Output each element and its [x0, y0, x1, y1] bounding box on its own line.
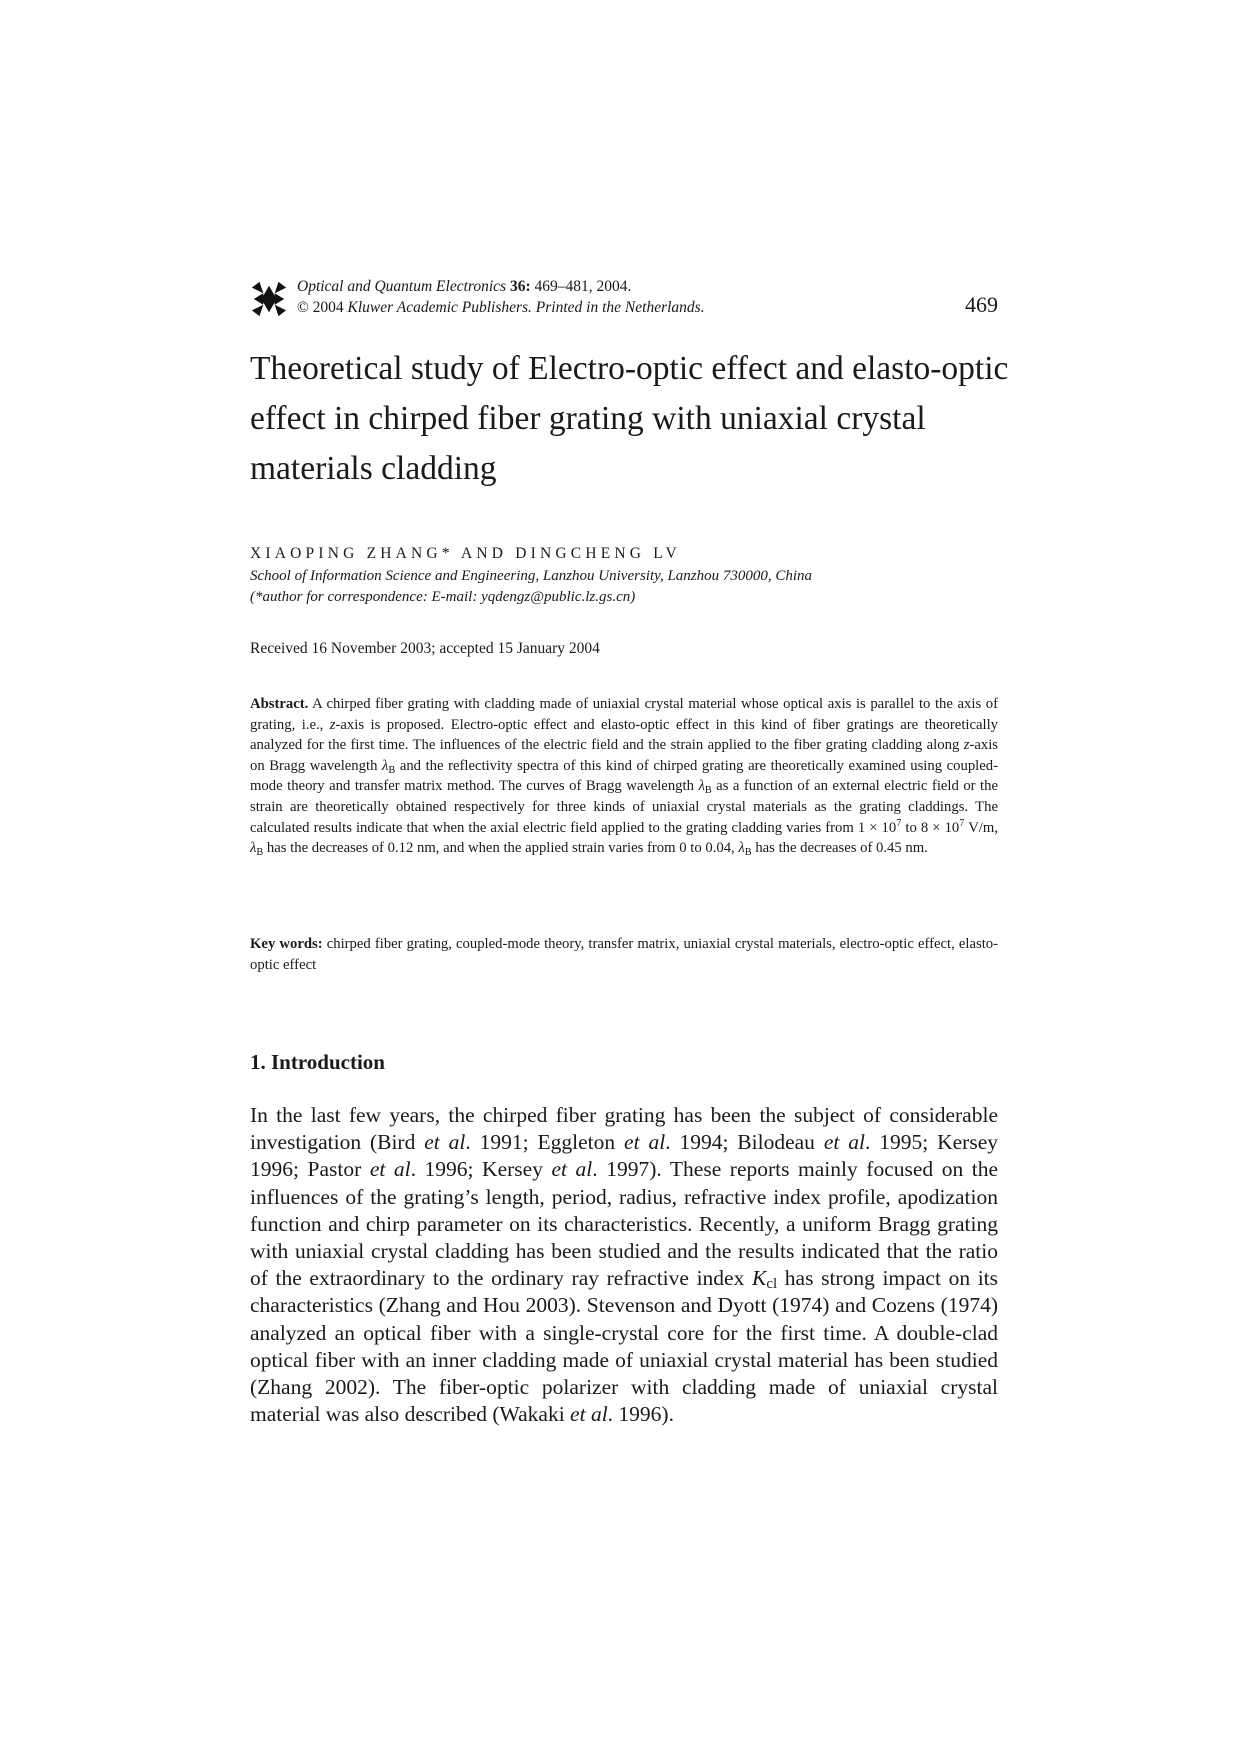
keywords-label: Key words:	[250, 936, 323, 952]
lambda-subscript: B	[744, 847, 752, 859]
received-date: Received 16 November 2003; accepted 15 January 2004	[250, 640, 600, 657]
abstract-z-axis: z	[963, 737, 970, 754]
lambda-subscript: B	[388, 764, 396, 776]
k-symbol: K	[751, 1266, 767, 1291]
journal-citation	[297, 276, 705, 297]
intro-text: .	[607, 1402, 614, 1427]
copyright-year: 2004	[312, 299, 344, 316]
section-heading: 1. Introduction	[250, 1050, 385, 1074]
exponent: 7	[959, 817, 965, 829]
et-al: et al	[424, 1130, 466, 1155]
intro-text: . 1994; Bilodeau	[665, 1130, 815, 1155]
abstract-label: Abstract.	[250, 696, 309, 712]
exponent: 7	[896, 817, 902, 829]
intro-text: has strong impact on its characteristics (Zhang and Hou 2003). Stevenson and Dyott (1974) and Cozens (1974) analyzed an optical fiber with a single-crystal core for the first time. A double-clad optical fiber with an inner cladding made of uniaxial crystal material has been studied (Zhang 2002). The fiber-optic polarizer with cladding made of uniaxial crystal material was also described (Wakaki	[250, 1266, 999, 1427]
keywords	[250, 934, 998, 976]
intro-text: In the last few years, the chirped fiber grating has been the subject of considerable investigation (Bird	[250, 1103, 998, 1155]
abstract-text: A chirped fiber grating with cladding made of uniaxial crystal material whose optical axis is parallel to the axis of grating, i.e.,	[250, 696, 998, 733]
lambda-symbol: λ	[382, 757, 389, 774]
copyright-text: Kluwer Academic Publishers. Printed in the Netherlands.	[347, 299, 705, 316]
copyright-symbol: ©	[297, 299, 309, 316]
et-al: et al	[823, 1130, 865, 1155]
affiliation-block	[250, 566, 1010, 608]
keywords-text: chirped fiber grating, coupled-mode theory, transfer matrix, uniaxial crystal materials, electro-optic effect, elasto-optic effect	[250, 936, 999, 973]
lambda-symbol: λ	[250, 840, 257, 857]
lambda-symbol: λ	[738, 840, 745, 857]
intro-text: 1996).	[618, 1402, 674, 1427]
abstract-text: as a function of an external electric field or the strain are theoretically obtained respectively for three kinds of uniaxial crystal materials as the grating claddings. The calculated results indicate that when the axial electric field applied to the grating cladding varies from 1 × 10	[250, 778, 999, 836]
correspondence: (*author for correspondence: E-mail: yqdengz@public.lz.gs.cn)	[250, 589, 636, 605]
page-number: 469	[965, 292, 998, 317]
abstract	[250, 694, 998, 859]
intro-text: . 1991; Eggleton	[465, 1130, 616, 1155]
abstract-text: to 8 × 10	[905, 819, 960, 836]
abstract-text: V/m,	[968, 819, 998, 836]
et-al: et al	[551, 1157, 593, 1182]
et-al: et al	[369, 1157, 411, 1182]
lambda-subscript: B	[704, 785, 712, 797]
journal-name: Optical and Quantum Electronics	[297, 278, 507, 295]
intro-text: . 1997). These reports mainly focused on the influences of the grating’s length, period, radius, refractive index profile, apodization function and chirp parameter on its characteristics. Recently, a uniform Bragg grating with uniaxial crystal cladding has been studied and the results indicated that the ratio of the extraordinary to the ordinary ray refractive index	[250, 1157, 999, 1291]
journal-volume: 36:	[509, 278, 531, 295]
abstract-text: has the decreases of 0.12 nm, and when the applied strain varies from 0 to 0.04,	[266, 840, 735, 857]
author-list: XIAOPING ZHANG* AND DINGCHENG LV	[250, 545, 681, 562]
affiliation: School of Information Science and Engineering, Lanzhou University, Lanzhou 730000, China	[250, 568, 813, 584]
et-al: et al	[624, 1130, 666, 1155]
journal-header	[297, 276, 705, 318]
abstract-z-axis: z	[329, 716, 336, 733]
introduction-paragraph	[250, 1102, 998, 1428]
abstract-text: -axis on Bragg wavelength	[250, 737, 999, 774]
abstract-text: and the reflectivity spectra of this kind of chirped grating are theoretically examined using coupled-mode theory and transfer matrix method. The curves of Bragg wavelength	[250, 757, 998, 795]
et-al: et al	[570, 1402, 608, 1427]
kluwer-logo-icon	[250, 280, 288, 318]
intro-text: . 1995; Kersey 1996; Pastor	[250, 1130, 998, 1182]
lambda-subscript: B	[256, 847, 264, 859]
k-subscript: cl	[766, 1276, 778, 1293]
copyright-line	[297, 297, 705, 318]
intro-text: . 1996; Kersey	[410, 1157, 543, 1182]
paper-title: Theoretical study of Electro-optic effect and elasto-optic effect in chirped fiber grating with uniaxial crystal materials cladding	[250, 350, 1009, 487]
journal-pages: 469–481, 2004.	[534, 278, 632, 295]
lambda-symbol: λ	[698, 778, 705, 795]
abstract-text: has the decreases of 0.45 nm.	[755, 840, 928, 857]
abstract-text: -axis is proposed. Electro-optic effect and elasto-optic effect in this kind of fiber gratings are theoretically analyzed for the first time. The influences of the electric field and the strain applied to the fiber grating cladding along	[250, 716, 999, 754]
